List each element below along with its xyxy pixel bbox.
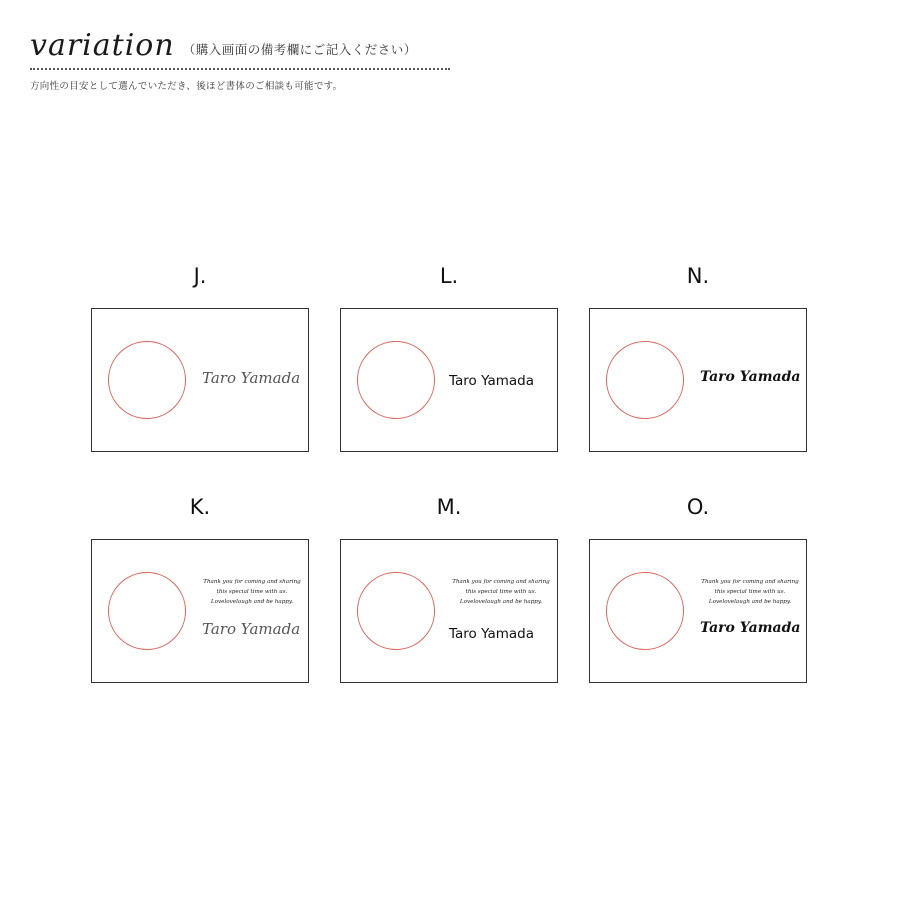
page-title: variation — [30, 28, 175, 63]
card-preview — [589, 308, 807, 452]
message-line: Lovelovelaugh and be happy. — [459, 599, 543, 605]
variation-j[interactable] — [91, 262, 309, 452]
variation-label: M. — [436, 495, 462, 519]
message-text — [449, 577, 553, 607]
variation-label: N. — [686, 264, 710, 288]
message-line: Thank you for coming and sharing — [701, 579, 799, 585]
photo-circle — [357, 341, 435, 419]
name-text: Taro Yamada — [700, 620, 801, 636]
message-line: Lovelovelaugh and be happy. — [708, 599, 792, 605]
variation-k[interactable] — [91, 493, 309, 683]
card-preview — [340, 539, 558, 683]
message-line: Thank you for coming and sharing — [203, 579, 301, 585]
message-text — [698, 577, 802, 607]
variation-label: L. — [439, 264, 459, 288]
variation-label: O. — [686, 495, 710, 519]
page-note: 方向性の目安として選んでいただき、後ほど書体のご相談も可能です。 — [30, 81, 343, 92]
page-subtitle: （購入画面の備考欄にご記入ください） — [182, 42, 417, 57]
page-header — [30, 24, 450, 92]
variation-n[interactable] — [589, 262, 807, 452]
variation-m[interactable] — [340, 493, 558, 683]
photo-circle — [606, 572, 684, 650]
photo-circle — [357, 572, 435, 650]
variation-label: J. — [193, 264, 207, 288]
card-preview — [91, 308, 309, 452]
card-preview — [589, 539, 807, 683]
photo-circle — [108, 341, 186, 419]
variation-label: K. — [189, 495, 211, 519]
photo-circle — [606, 341, 684, 419]
message-line: Lovelovelaugh and be happy. — [210, 599, 294, 605]
message-line: this special time with us. — [465, 589, 537, 595]
name-text: Taro Yamada — [700, 369, 801, 385]
message-text — [200, 577, 304, 607]
message-line: this special time with us. — [714, 589, 786, 595]
name-text: Taro Yamada — [449, 373, 535, 389]
variation-o[interactable] — [589, 493, 807, 683]
message-line: Thank you for coming and sharing — [452, 579, 550, 585]
dotted-divider — [30, 68, 450, 70]
message-line: this special time with us. — [216, 589, 288, 595]
photo-circle — [108, 572, 186, 650]
name-text: Taro Yamada — [449, 626, 535, 642]
name-text: Taro Yamada — [202, 369, 301, 387]
card-preview — [340, 308, 558, 452]
variation-l[interactable] — [340, 262, 558, 452]
title-row — [30, 24, 450, 64]
name-text: Taro Yamada — [202, 620, 301, 638]
card-preview — [91, 539, 309, 683]
